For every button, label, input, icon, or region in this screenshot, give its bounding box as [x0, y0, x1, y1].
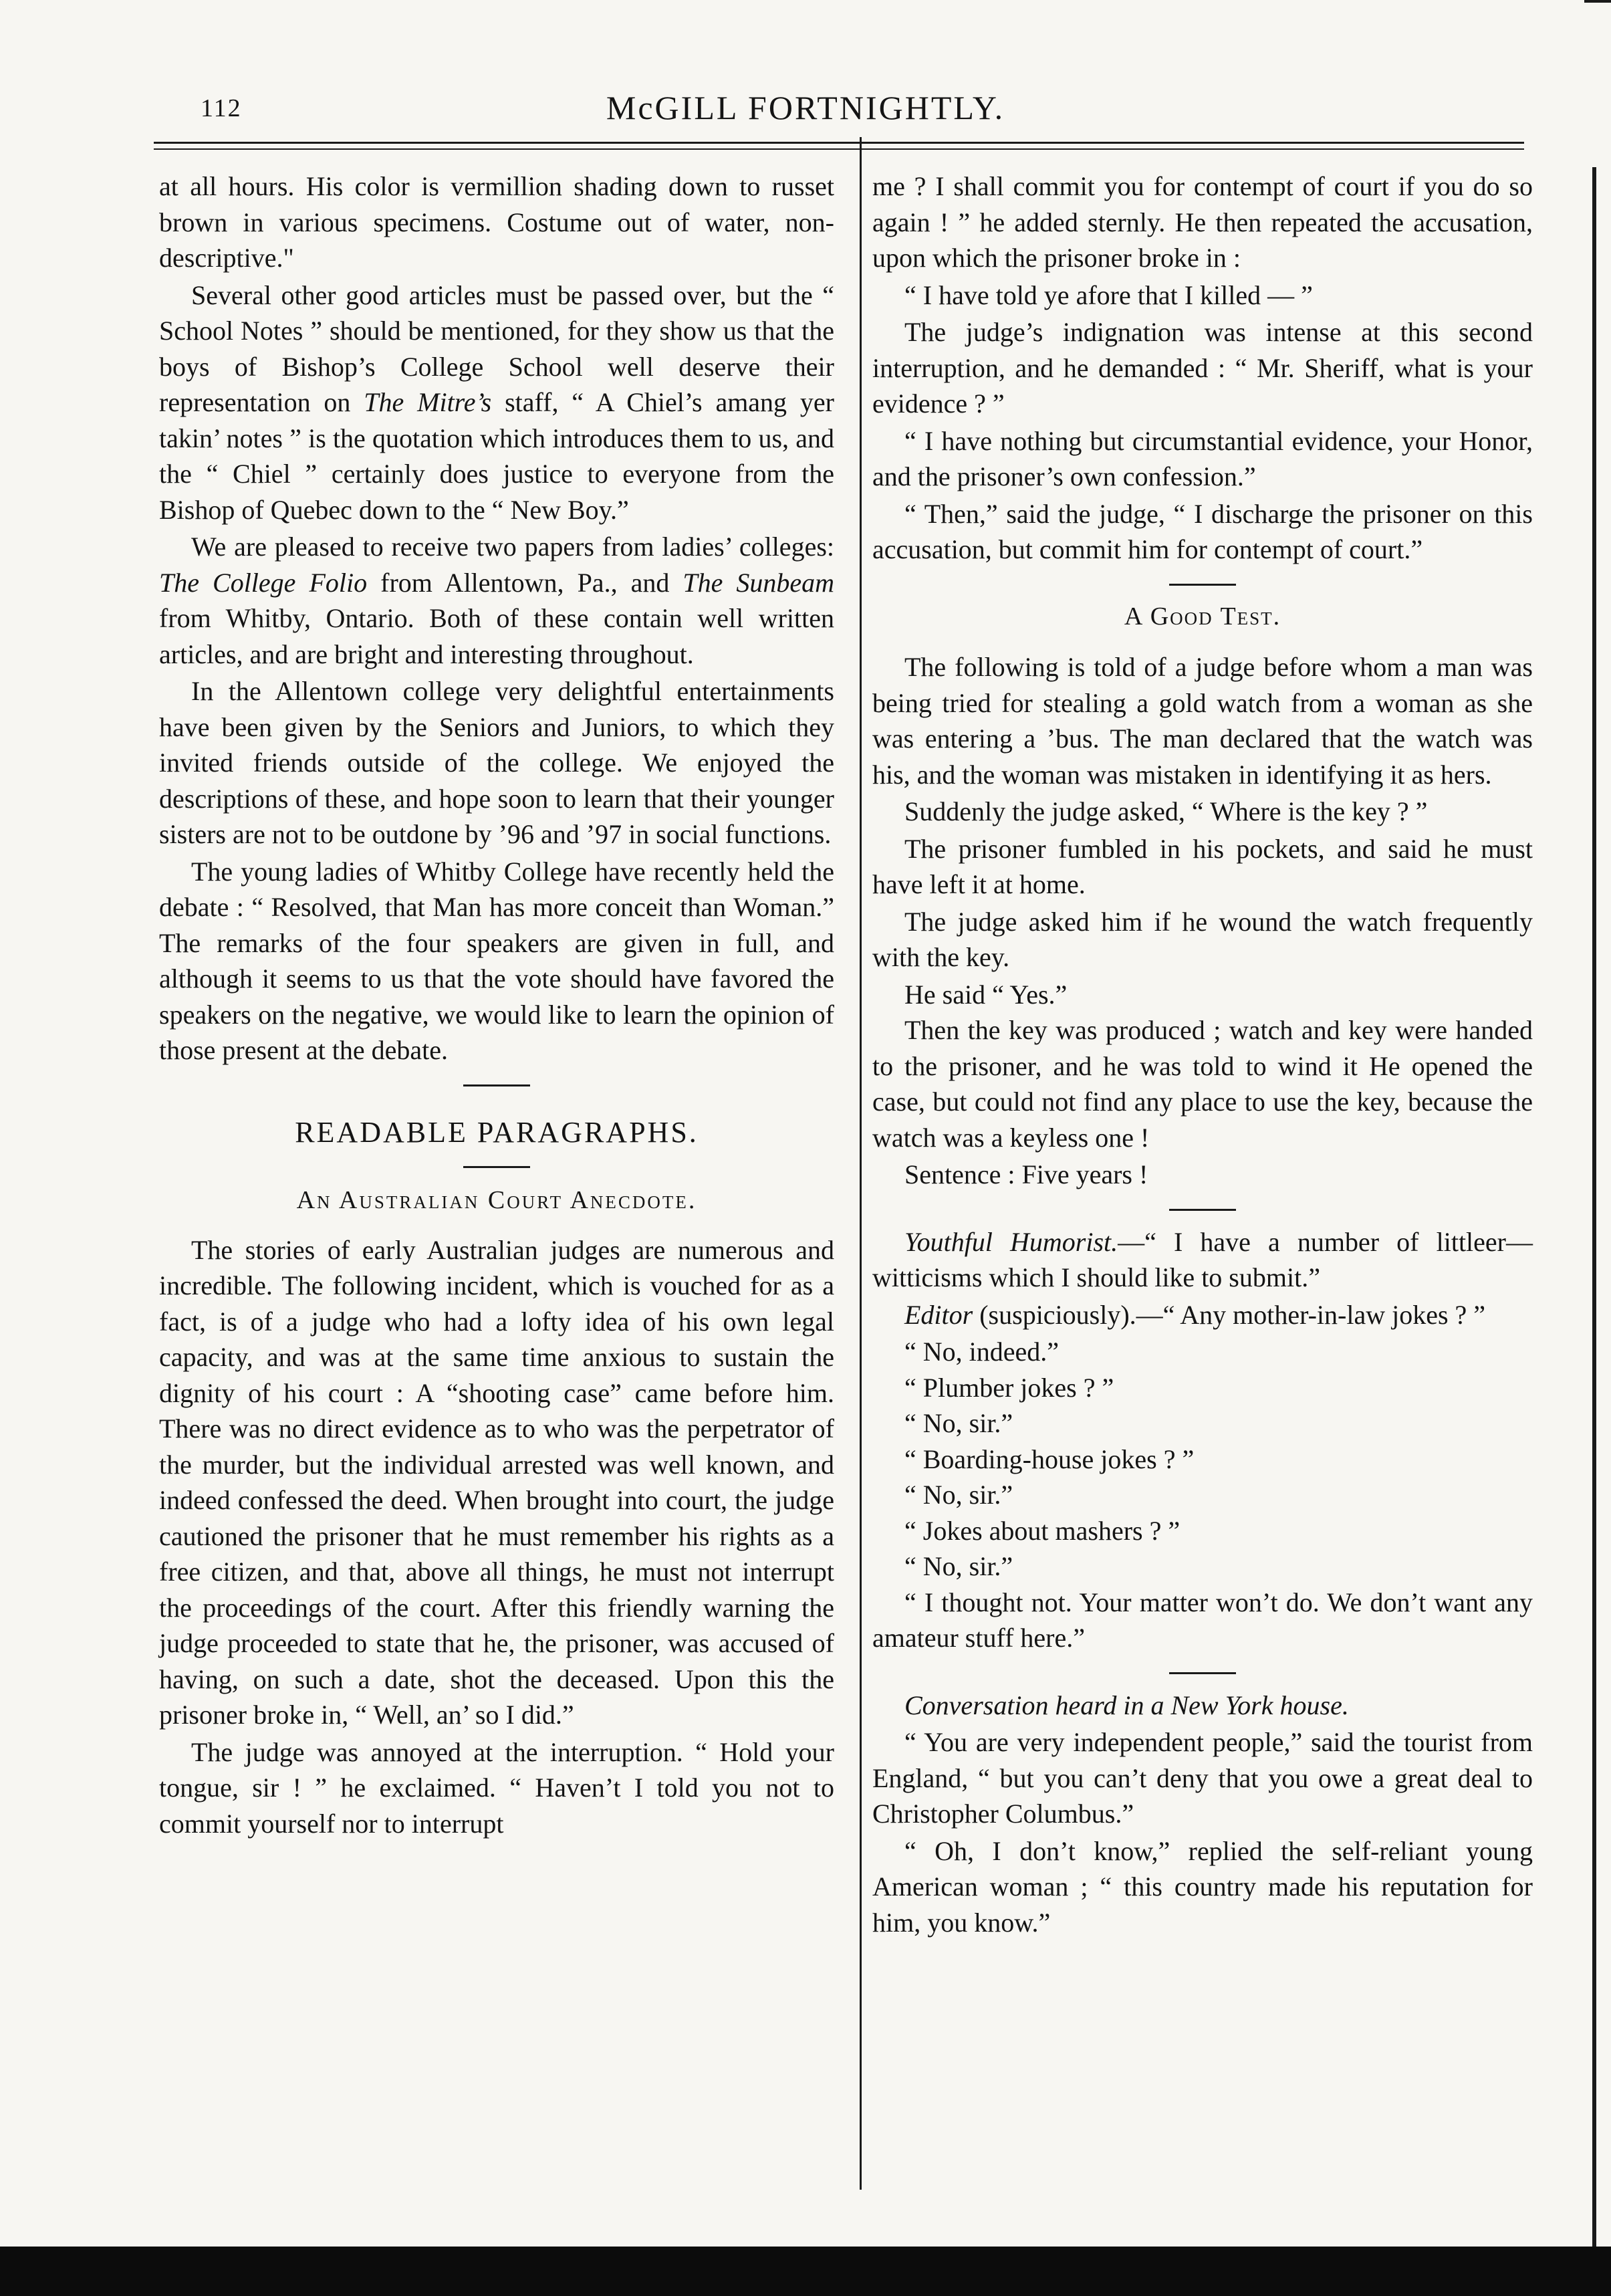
page-edge	[1592, 167, 1596, 2247]
publication-title: The Mitre’s	[364, 387, 492, 417]
text-run: from Whitby, Ontario. Both of these contain well written articles, and are bright and interesting throughout.	[159, 603, 834, 669]
header-rule-secondary	[154, 148, 1524, 150]
header-rule	[154, 142, 1524, 144]
separator-rule	[1169, 584, 1236, 586]
separator-rule	[463, 1166, 530, 1168]
scan-mark	[1584, 0, 1611, 3]
article-heading: Conversation heard in a New York house.	[904, 1690, 1349, 1720]
article-heading: A Good Test.	[1124, 602, 1281, 630]
text-run: (suspiciously).—“ Any mother-in-law jokes ? ”	[973, 1299, 1486, 1330]
paragraph: at all hours. His color is vermillion shading down to russet brown in various specimens. Costume out of water, non-descriptive."	[159, 171, 834, 273]
paragraph: The judge was annoyed at the interruption. “ Hold your tongue, sir ! ” he exclaimed. “ Haven’t I told you not to commit yourself nor to interrupt	[159, 1736, 834, 1839]
paragraph: “ I thought not. Your matter won’t do. We don’t want any amateur stuff here.”	[872, 1587, 1533, 1653]
paragraph	[872, 1224, 1533, 1296]
separator-rule	[1169, 1672, 1236, 1674]
text-run: Several other good articles must be passed over, but the “ School Notes ” should be mentioned, for they show us that the boys of Bishop’s College School well deserve their representation on	[159, 279, 834, 417]
paragraph: The judge asked him if he wound the watch frequently with the key.	[872, 906, 1533, 972]
running-title: McGILL FORTNIGHTLY.	[606, 89, 1005, 126]
paragraph: In the Allentown college very delightful entertainments have been given by the Seniors and Juniors, to which they invited friends outside of the college. We enjoyed the descriptions of these, and hope soon to learn that their younger sisters are not to be outdone by ’96 and ’97 in social functions.	[159, 676, 834, 849]
right-column	[872, 168, 1533, 1942]
paragraph: The stories of early Australian judges are numerous and incredible. The following incident, which is vouched for as a fact, is of a judge who had a lofty idea of his own legal capacity, and was at the same time anxious to sustain the dignity of his court : A “shooting case” came before him. There was no direct evidence as to who was the perpetrator of the murder, but the individual arrested was well known, and indeed confessed the deed. When brought into court, the judge cautioned the prisoner that he must remember his rights as a free citizen, and that, above all things, he must not interrupt the proceedings of the court. After this friendly warning the judge proceeded to state that he, the prisoner, was accused of having, on such a date, shot the deceased. Upon this the prisoner broke in, “ Well, an’ so I did.”	[159, 1234, 834, 1730]
text-run: staff, “ A Chiel’s amang yer takin’ notes ” is the quotation which introduces them to us, and the “ Chiel ” certainly does justice to everyone from the Bishop of Quebec down to the “ New Boy.”	[159, 387, 834, 525]
publication-title: The Sunbeam	[683, 567, 835, 598]
dialog-line: “ No, sir.”	[904, 1408, 1013, 1438]
paragraph	[159, 277, 834, 528]
scan-bottom-band	[0, 2247, 1611, 2296]
paragraph: “ I have nothing but circumstantial evidence, your Honor, and the prisoner’s own confession.”	[872, 425, 1533, 491]
paragraph: Sentence : Five years !	[904, 1159, 1148, 1189]
separator-rule	[463, 1084, 530, 1086]
dialog-line: “ Jokes about mashers ? ”	[904, 1515, 1181, 1546]
paragraph: me ? I shall commit you for contempt of court if you do so again ! ” he added sternly. He then repeated the accusation, upon which the prisoner broke in :	[872, 171, 1533, 273]
paragraph: The following is told of a judge before whom a man was being tried for stealing a gold watch from a woman as she was entering a ’bus. The man declared that the watch was his, and the woman was mistaken in identifying it as hers.	[872, 652, 1533, 790]
article-heading: An Australian Court Anecdote.	[296, 1186, 697, 1214]
page-number: 112	[201, 94, 242, 122]
paragraph: The judge’s indignation was intense at this second interruption, and he demanded : “ Mr. Sheriff, what is your evidence ? ”	[872, 317, 1533, 419]
paragraph: “ I have told ye afore that I killed — ”	[904, 279, 1313, 310]
paragraph: Then the key was produced ; watch and key were handed to the prisoner, and he was told to wind it He opened the case, but could not find any place to use the key, because the watch was a keyless one !	[872, 1015, 1533, 1153]
section-heading: READABLE PARAGRAPHS.	[295, 1115, 699, 1149]
text-run: We are pleased to receive two papers from ladies’ colleges:	[191, 532, 834, 562]
paragraph: The young ladies of Whitby College have recently held the debate : “ Resolved, that Man has more conceit than Woman.” The remarks of the four speakers are given in full, and although it seems to us that the vote should have favored the speakers on the negative, we would like to learn the opinion of those present at the debate.	[159, 856, 834, 1065]
paragraph: “ Oh, I don’t know,” replied the self-reliant young American woman ; “ this country made his reputation for him, you know.”	[872, 1835, 1533, 1938]
dialog-line: “ No, indeed.”	[904, 1337, 1060, 1367]
dialog-line: “ Plumber jokes ? ”	[904, 1372, 1114, 1403]
text-run: from Allentown, Pa., and	[367, 567, 683, 598]
speaker-label: Editor	[904, 1299, 973, 1330]
dialog-line: “ No, sir.”	[904, 1480, 1013, 1510]
column-divider	[860, 137, 862, 2190]
paragraph: He said “ Yes.”	[904, 979, 1068, 1010]
left-column	[159, 168, 834, 1843]
paragraph	[872, 1297, 1533, 1333]
dialog-line: “ No, sir.”	[904, 1551, 1013, 1581]
dialog-line: “ Boarding-house jokes ? ”	[904, 1444, 1195, 1474]
paragraph: “ You are very independent people,” said the tourist from England, “ but you can’t deny that you owe a great deal to Christopher Columbus.”	[872, 1727, 1533, 1829]
publication-title: The College Folio	[159, 567, 368, 598]
separator-rule	[1169, 1209, 1236, 1211]
paragraph: “ Then,” said the judge, “ I discharge the prisoner on this accusation, but commit him for contempt of court.”	[872, 498, 1533, 564]
paragraph	[159, 529, 834, 672]
text-run: —“ I have a number of littleer—witticisms which I should like to submit.”	[872, 1226, 1533, 1292]
speaker-label: Youthful Humorist.	[904, 1226, 1118, 1257]
paragraph: The prisoner fumbled in his pockets, and said he must have left it at home.	[872, 833, 1533, 899]
paragraph: Suddenly the judge asked, “ Where is the key ? ”	[904, 796, 1428, 826]
